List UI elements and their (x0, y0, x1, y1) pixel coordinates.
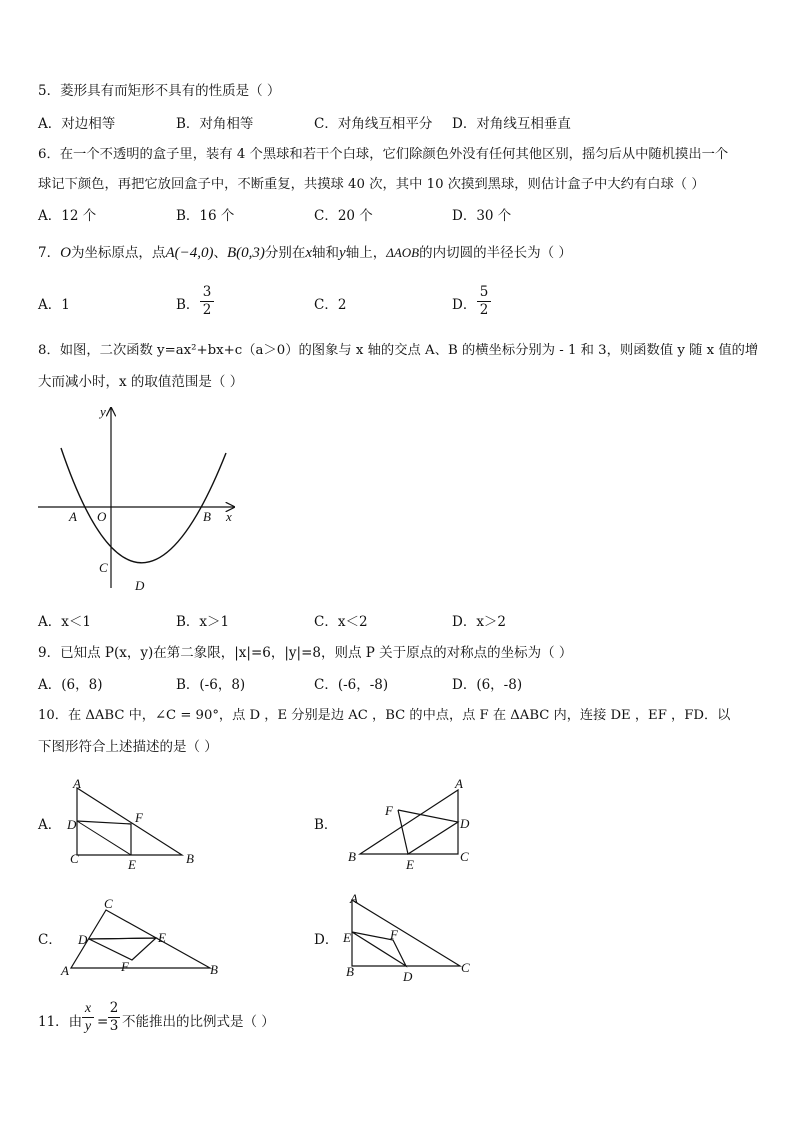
q7-text1: 为坐标原点，点 (70, 245, 166, 261)
q10-figure-c (58, 896, 228, 988)
q11-equals: = (97, 1014, 109, 1030)
q5-option-a: A．对边相等 (38, 116, 116, 132)
fig-b-label-a: A (455, 776, 463, 791)
fig-b-label-b: B (348, 849, 356, 864)
q7-text2: 分别在 (264, 245, 306, 261)
q7-option-b-denominator: 2 (202, 302, 212, 318)
q8-option-d: D．x＞2 (452, 614, 507, 630)
q7-separator: 、 (213, 245, 227, 261)
q6-option-c: C．20 个 (314, 208, 373, 224)
fig-a-label-e: E (128, 857, 136, 872)
q7-option-a: A．1 (38, 297, 70, 313)
fig-c-label-e: E (158, 930, 166, 945)
point-c-label: C (99, 560, 108, 575)
fig-d-label-f: F (390, 927, 398, 942)
q9-option-b: B．(-6，8) (176, 677, 246, 693)
q7-option-b-fraction (200, 285, 214, 318)
q7-text4: 轴上， (345, 245, 387, 261)
q7-origin: O (60, 245, 71, 261)
q7-option-d-denominator: 2 (479, 302, 489, 318)
q6-option-d: D．30 个 (452, 208, 512, 224)
q6-stem-line2: 球记下颜色，再把它放回盒子中，不断重复，共摸球 40 次，其中 10 次摸到黑球，则估计盒子中大约有白球（ ） (38, 177, 705, 192)
fraction-bar (82, 1017, 94, 1018)
q5-option-c: C．对角线互相平分 (314, 116, 433, 132)
parabola-curve (61, 448, 226, 563)
q8-option-c: C．x＜2 (314, 614, 368, 630)
fig-b-label-d: D (460, 816, 470, 831)
q6-stem-line1: 6．在一个不透明的盒子里，装有 4 个黑球和若干个白球，它们除颜色外没有任何其他区别，摇匀后从中随机摸出一个 (38, 147, 729, 162)
fig-d-label-b: B (346, 964, 354, 979)
q11-denominator-3: 3 (109, 1018, 119, 1034)
q7-option-d-numerator: 5 (479, 284, 489, 300)
q11-number: 11．由 (38, 1014, 83, 1030)
q8-parabola-graph (30, 398, 250, 598)
y-axis-label: y (100, 404, 106, 419)
q10-option-a-label: A． (38, 817, 62, 833)
q11-denominator-y: y (84, 1019, 92, 1034)
fig-c-label-c: C (104, 896, 113, 911)
q8-option-a: A．x＜1 (38, 614, 91, 630)
fig-d-label-c: C (461, 960, 470, 975)
q7-triangle: ΔAOB (386, 245, 420, 260)
q11-fraction-xy (82, 1001, 94, 1034)
q7-number: 7． (38, 245, 61, 261)
point-d-label: D (135, 578, 145, 593)
q10-stem-line2: 下图形符合上述描述的是（ ） (38, 739, 218, 755)
q10-figure-b (340, 776, 480, 876)
triangle-def (398, 810, 458, 854)
fig-d-label-d: D (403, 969, 413, 984)
point-b-label: B (203, 509, 211, 524)
q7-point-a: A(−4,0) (165, 245, 214, 261)
q7-option-d-fraction (477, 285, 491, 318)
point-a-label: A (69, 509, 77, 524)
x-axis-label: x (226, 509, 232, 524)
q8-stem-line2: 大而减小时，x 的取值范围是（ ） (38, 374, 244, 390)
fig-a-label-d: D (67, 817, 77, 832)
q5-option-d: D．对角线互相垂直 (452, 116, 571, 132)
fig-a-label-b: B (186, 851, 194, 866)
q7-option-d-prefix: D． (452, 297, 477, 313)
fig-a-label-f: F (135, 810, 143, 825)
fig-b-label-f: F (385, 803, 393, 818)
origin-label: O (97, 509, 107, 524)
triangle-def (89, 938, 156, 960)
q11-fraction-2-3 (108, 1001, 120, 1034)
fig-a-label-a: A (73, 776, 81, 791)
q10-figure-a (62, 776, 212, 876)
q9-option-a: A．(6，8) (38, 677, 103, 693)
fig-b-label-e: E (406, 857, 414, 872)
q9-option-c: C．(-6，-8) (314, 677, 389, 693)
fig-c-label-d: D (78, 932, 88, 947)
q8-stem-line1: 8．如图，二次函数 y=ax²+bx+c（a＞0）的图象与 x 轴的交点 A、B 的横坐标分别为 - 1 和 3，则函数值 y 随 x 值的增 (38, 343, 759, 358)
q7-text5: 的内切圆的半径长为（ ） (419, 245, 572, 261)
q6-option-a: A．12 个 (38, 208, 97, 224)
q10-figure-d (336, 890, 486, 986)
q5-stem: 5．菱形具有而矩形不具有的性质是（ ） (38, 83, 281, 99)
q7-text3: 轴和 (312, 245, 340, 261)
fig-a-label-c: C (70, 851, 79, 866)
q7-option-b-numerator: 3 (202, 284, 212, 300)
fig-d-label-a: A (350, 891, 358, 906)
triangle-abc (352, 900, 460, 966)
q11-numerator-2: 2 (109, 1000, 119, 1016)
fig-b-label-c: C (460, 849, 469, 864)
q10-stem-line1: 10．在 ΔABC 中，∠C = 90°，点 D ，E 分别是边 AC ，BC 的中点，点 F 在 ΔABC 内，连接 DE ，EF ，FD．以 (38, 708, 731, 723)
q6-option-b: B．16 个 (176, 208, 235, 224)
q7-option-c: C．2 (314, 297, 347, 313)
q10-option-c-label: C． (38, 932, 62, 948)
q10-option-d-label: D． (314, 932, 339, 948)
fig-c-label-a: A (61, 963, 69, 978)
q9-stem: 9．已知点 P(x，y)在第二象限，|x|=6，|y|=8，则点 P 关于原点的对称点的坐标为（ ） (38, 645, 573, 661)
q8-option-b: B．x＞1 (176, 614, 230, 630)
fig-c-label-b: B (210, 962, 218, 977)
triangle-abc (360, 790, 458, 854)
q11-numerator-x: x (84, 1001, 92, 1016)
q7-stem (38, 243, 572, 263)
q9-option-d: D．(6，-8) (452, 677, 523, 693)
q7-option-b-prefix: B． (176, 297, 200, 313)
q5-option-b: B．对角相等 (176, 116, 254, 132)
fig-c-label-f: F (121, 959, 129, 974)
q7-y-var: y (339, 245, 346, 261)
q10-option-b-label: B． (314, 817, 338, 833)
q7-x-var: x (305, 245, 313, 261)
q7-point-b: B(0,3) (226, 245, 265, 261)
q11-stem-tail: 不能推出的比例式是（ ） (122, 1014, 275, 1030)
fig-d-label-e: E (343, 930, 351, 945)
